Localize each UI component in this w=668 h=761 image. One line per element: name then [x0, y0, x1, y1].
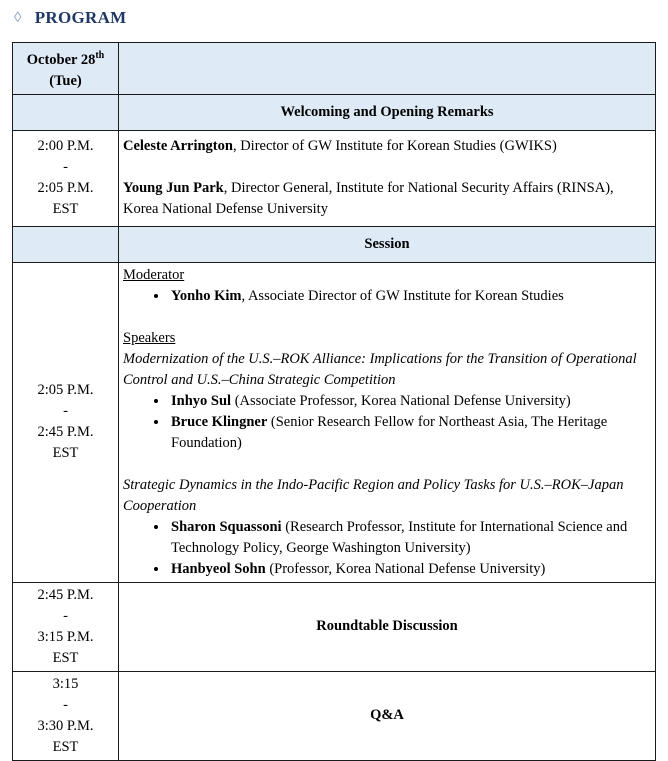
time-dash: -: [63, 607, 68, 624]
date-line2: (Tue): [49, 72, 82, 89]
session-content-cell: [119, 262, 656, 582]
table-row-qa: [13, 671, 656, 760]
table-row-welcoming: [13, 130, 656, 226]
panel2-topic: Strategic Dynamics in the Indo-Pacific Region and Policy Tasks for U.S.–ROK–Japan Cooperation: [123, 476, 624, 514]
speaker-name: Young Jun Park: [123, 180, 224, 197]
list-item: [169, 412, 651, 454]
session-header-cell: Session: [119, 226, 656, 262]
time-end: 3:30 P.M.: [37, 717, 94, 734]
date-row-empty-cell: [119, 43, 656, 95]
panel2-speaker-list: [123, 517, 651, 580]
speaker-affiliation: (Senior Research Fellow for Northeast Asia, The Heritage Foundation): [171, 413, 608, 451]
speaker-name: Celeste Arrington: [123, 138, 233, 155]
roundtable-title-cell: Roundtable Discussion: [119, 582, 656, 671]
table-row-roundtable: [13, 582, 656, 671]
welcoming-speaker-1: [123, 136, 651, 157]
speaker-affiliation: , Director General, Institute for National Security Affairs (RINSA), Korea National Defense University: [123, 180, 614, 218]
qa-title-cell: Q&A: [119, 671, 656, 760]
table-row-date: [13, 43, 656, 95]
moderator-label: Moderator: [123, 266, 185, 283]
list-item: [169, 391, 651, 412]
time-dash: -: [63, 159, 68, 176]
qa-time-cell: [13, 671, 119, 760]
list-item: [169, 286, 651, 307]
panel1-topic: Modernization of the U.S.–ROK Alliance: Implications for the Transition of Operational Control and U.S.–China Strategic Competition: [123, 350, 637, 388]
time-start: 3:15: [52, 675, 79, 692]
speaker-affiliation: (Research Professor, Institute for International Science and Technology Policy, George Washington University): [171, 518, 628, 556]
roundtable-time-cell: [13, 582, 119, 671]
table-row-session: [13, 262, 656, 582]
speaker-name: Sharon Squassoni: [171, 518, 282, 535]
date-ordinal: th: [95, 50, 105, 61]
speaker-affiliation: (Associate Professor, Korea National Defense University): [231, 392, 571, 409]
time-zone: EST: [52, 201, 79, 218]
welcoming-content-cell: [119, 130, 656, 226]
time-dash: -: [63, 403, 68, 420]
time-zone: EST: [52, 738, 79, 755]
welcoming-header-cell: Welcoming and Opening Remarks: [119, 94, 656, 130]
time-start: 2:00 P.M.: [37, 138, 94, 155]
welcoming-time-cell: [13, 130, 119, 226]
time-dash: -: [63, 696, 68, 713]
speaker-name: Bruce Klingner: [171, 413, 268, 430]
program-table: [12, 42, 656, 761]
moderator-list: [123, 286, 651, 307]
speaker-name: Inhyo Sul: [171, 392, 232, 409]
speaker-name: Hanbyeol Sohn: [171, 560, 266, 577]
time-start: 2:05 P.M.: [37, 382, 94, 399]
speaker-name: Yonho Kim: [171, 287, 242, 304]
speaker-affiliation: (Professor, Korea National Defense University): [265, 560, 546, 577]
list-item: [169, 517, 651, 559]
session-header-empty-cell: [13, 226, 119, 262]
panel1-speaker-list: [123, 391, 651, 454]
list-item: [169, 559, 651, 580]
time-zone: EST: [52, 445, 79, 462]
table-row-welcoming-header: [13, 94, 656, 130]
time-end: 2:05 P.M.: [37, 180, 94, 197]
table-row-session-header: [13, 226, 656, 262]
date-cell: [13, 43, 119, 95]
session-time-cell: [13, 262, 119, 582]
welcoming-speaker-2: [123, 178, 651, 220]
speakers-label: Speakers: [123, 329, 176, 346]
diamond-bullet-icon: ◊: [14, 9, 22, 26]
time-start: 2:45 P.M.: [37, 586, 94, 603]
speaker-affiliation: , Director of GW Institute for Korean Studies (GWIKS): [232, 138, 557, 155]
speaker-affiliation: , Associate Director of GW Institute for Korean Studies: [241, 287, 564, 304]
time-end: 3:15 P.M.: [37, 628, 94, 645]
page-title: [12, 8, 656, 28]
date-line1: October 28th: [26, 50, 105, 68]
welcoming-header-empty-cell: [13, 94, 119, 130]
time-end: 2:45 P.M.: [37, 424, 94, 441]
page-title-text: PROGRAM: [34, 8, 127, 27]
time-zone: EST: [52, 649, 79, 666]
